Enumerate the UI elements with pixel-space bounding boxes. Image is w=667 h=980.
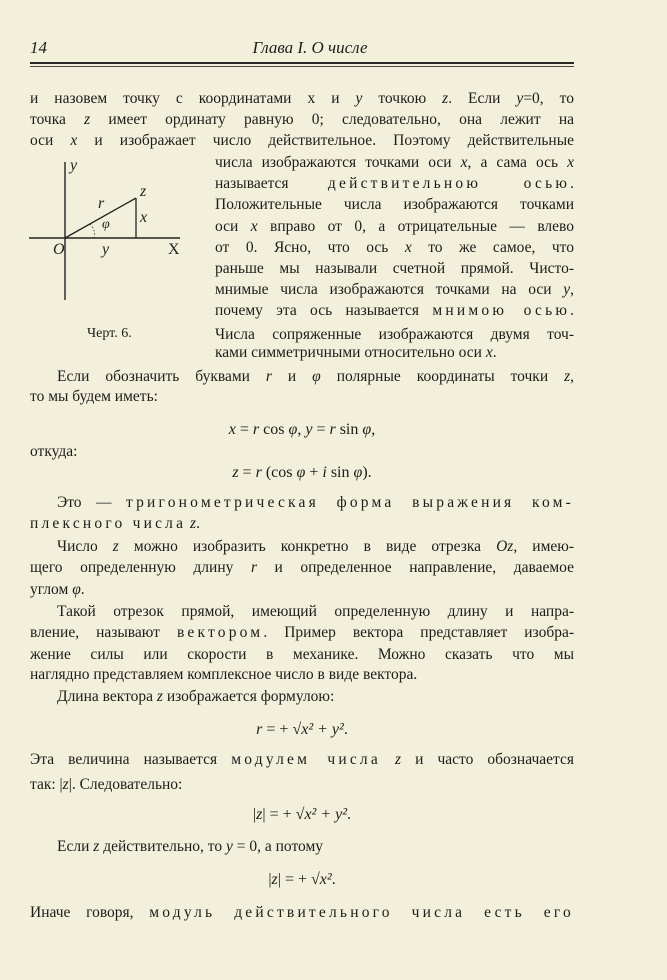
text-run: мнимые числа изображаются точками на оси: [215, 281, 564, 298]
text-run: .: [196, 515, 200, 532]
math-symbol: r: [255, 464, 262, 481]
text-run: sin: [326, 464, 354, 481]
text-run: оси: [30, 132, 71, 149]
text-run: ,: [570, 368, 574, 385]
text-run: ками симметричными относительно оси: [215, 344, 486, 361]
math-symbol: r: [250, 559, 257, 576]
math-symbol: y: [563, 281, 571, 298]
label-phi: φ: [102, 217, 110, 232]
text-run: . Если: [448, 90, 517, 107]
spaced-emphasis: модулем числа: [231, 751, 381, 768]
math-symbol: z: [442, 90, 449, 107]
math-symbol: φ: [353, 464, 363, 481]
spaced-emphasis: модуль действительного числа есть его: [149, 904, 574, 921]
figure-complex-plane: [20, 150, 200, 310]
text-run: ,: [570, 281, 574, 298]
text-line: [215, 174, 574, 194]
text-line: [215, 238, 574, 258]
text-run: наглядно представляем комплексное число в виде вектора.: [30, 666, 418, 683]
math-symbol: z: [271, 871, 278, 888]
text-line: [57, 493, 574, 513]
math-symbol: φ: [362, 421, 372, 438]
text-run: | = + √: [262, 806, 305, 823]
text-run: .: [347, 806, 352, 823]
formula-line: [0, 420, 604, 440]
math-symbol: φ: [296, 464, 306, 481]
text-line: [57, 687, 574, 707]
math-symbol: r: [252, 421, 260, 438]
math-symbol: x: [70, 132, 78, 149]
math-symbol: y: [516, 90, 524, 107]
text-run: | = + √: [277, 871, 320, 888]
text-run: так: |: [30, 776, 63, 793]
label-x-axis: X: [168, 241, 180, 258]
text-run: = + √: [262, 721, 302, 738]
text-line: [30, 623, 574, 643]
text-run: действительно, то: [99, 838, 226, 855]
formula-line: [0, 870, 604, 890]
text-line: [215, 153, 574, 173]
math-symbol: z: [256, 806, 263, 823]
text-line: [57, 837, 574, 857]
math-symbol: z: [395, 751, 402, 768]
label-y-segment: y: [102, 241, 110, 258]
text-run: числа изображаются точками оси: [215, 154, 461, 171]
header-rule-thin: [30, 66, 574, 67]
formula-line: [0, 805, 604, 825]
math-symbol: z: [190, 515, 197, 532]
math-symbol: φ: [312, 368, 321, 385]
math-symbol: y: [305, 421, 313, 438]
math-symbol: z: [112, 538, 119, 555]
math-symbol: x² + y²: [301, 721, 344, 738]
text-run: cos: [259, 421, 289, 438]
text-run: от 0. Ясно, что ось: [215, 239, 405, 256]
math-symbol: x: [250, 218, 258, 235]
text-run: Иначе говоря,: [30, 904, 150, 921]
text-run: Если обозначить буквами: [57, 368, 266, 385]
text-run: вление, называют: [30, 624, 177, 641]
text-run: ).: [362, 464, 372, 481]
math-symbol: x: [567, 154, 574, 171]
math-symbol: z: [564, 368, 571, 385]
text-run: щего определенную длину: [30, 559, 251, 576]
text-run: =: [235, 421, 253, 438]
text-run: то же самое, что: [411, 239, 574, 256]
math-symbol: r: [265, 368, 272, 385]
text-run: вправо от 0, а отрицательные — влево: [257, 218, 574, 235]
text-run: и: [315, 90, 356, 107]
text-line: [30, 665, 574, 685]
page-number: 14: [30, 38, 47, 57]
text-run: = 0, а потому: [232, 838, 324, 855]
text-run: ,: [371, 421, 376, 438]
text-line: [30, 775, 574, 795]
text-run: =0, то: [523, 90, 574, 107]
text-line: [57, 367, 574, 387]
math-symbol: r: [329, 421, 336, 438]
math-symbol: φ: [288, 421, 298, 438]
text-run: .: [570, 175, 574, 192]
text-run: то мы будем иметь:: [30, 388, 158, 405]
math-symbol: z: [84, 111, 91, 128]
text-line: [215, 217, 574, 237]
text-run: имеет ординату равную 0; следовательно, она лежит на: [90, 111, 574, 128]
text-run: изображается формулою:: [162, 688, 335, 705]
text-run: , а сама ось: [467, 154, 568, 171]
label-z: z: [140, 183, 147, 200]
text-run: Если: [57, 838, 94, 855]
text-run: Длина вектора: [57, 688, 157, 705]
text-run: жение силы или скорости в механике. Можно сказать что мы: [30, 646, 574, 663]
text-run: (cos: [261, 464, 297, 481]
text-run: и часто обозначается: [401, 751, 574, 768]
text-run: откуда:: [30, 443, 78, 460]
math-symbol: z: [62, 776, 69, 793]
text-run: , имею-: [513, 538, 574, 555]
math-symbol: r: [256, 721, 263, 738]
text-run: .: [80, 581, 85, 598]
text-run: .: [570, 302, 574, 319]
label-x-segment: x: [140, 209, 148, 226]
text-run: точка: [30, 111, 85, 128]
math-symbol: x² + y²: [304, 806, 348, 823]
text-run: |: [252, 806, 257, 823]
text-line: [30, 514, 574, 534]
text-run: |: [268, 871, 272, 888]
formula-line: [0, 463, 604, 483]
math-symbol: x: [460, 154, 468, 171]
text-run: +: [305, 464, 323, 481]
text-run: ,: [297, 421, 306, 438]
label-r: r: [98, 195, 105, 212]
spaced-emphasis: мнимою осью: [432, 302, 571, 319]
text-run: и определенное направление, даваемое: [256, 559, 574, 576]
text-run: . Пример вектора представляет изобра-: [263, 624, 574, 641]
text-line: [30, 387, 574, 407]
math-symbol: x: [485, 344, 493, 361]
text-run: sin: [335, 421, 363, 438]
math-symbol: x²: [319, 871, 332, 888]
text-run: оси: [215, 218, 251, 235]
text-line: [215, 259, 574, 279]
math-symbol: x: [228, 421, 236, 438]
text-line: [30, 558, 574, 578]
text-line: [57, 537, 574, 557]
text-run: .: [492, 344, 497, 361]
text-line: [30, 903, 574, 923]
text-run: x: [307, 90, 316, 107]
text-line: [215, 325, 574, 345]
math-symbol: x: [404, 239, 412, 256]
text-run: и назовем точку с координатами: [30, 90, 308, 107]
math-symbol: φ: [72, 581, 81, 598]
text-line: [30, 580, 574, 600]
text-line: [215, 280, 574, 300]
text-run: .: [331, 871, 336, 888]
text-run: и изображает число действительное. Поэтому действительные: [77, 132, 574, 149]
math-symbol: z: [232, 464, 239, 481]
text-run: можно изобразить конкретно в виде отрезка: [118, 538, 497, 555]
text-line: [30, 442, 574, 462]
text-run: Это —: [57, 494, 126, 511]
label-origin: O: [53, 241, 65, 258]
text-line: [215, 301, 574, 321]
text-run: =: [238, 464, 256, 481]
text-line: [57, 602, 574, 622]
text-line: [30, 131, 574, 151]
text-run: Положительные числа изображаются точками: [215, 196, 574, 213]
text-run: почему эта ось называется: [215, 302, 433, 319]
text-line: [30, 89, 574, 109]
math-symbol: z: [93, 838, 100, 855]
math-symbol: Oz: [496, 538, 514, 555]
text-run: Такой отрезок прямой, имеющий определенную длину и напра-: [57, 603, 574, 620]
text-run: Эта величина называется: [30, 751, 232, 768]
text-run: .: [343, 721, 348, 738]
text-line: [30, 110, 574, 130]
text-line: [30, 750, 574, 770]
text-run: точкою: [362, 90, 443, 107]
running-header-title: Глава I. О числе: [252, 38, 368, 57]
text-run: [381, 751, 395, 768]
text-line: [215, 343, 574, 363]
header-rule: [30, 62, 574, 64]
angle-arc: [90, 224, 95, 238]
text-run: Число: [57, 538, 113, 555]
text-run: |. Следовательно:: [68, 776, 183, 793]
text-run: углом: [30, 581, 73, 598]
math-symbol: y: [225, 838, 233, 855]
spaced-emphasis: действительною осью: [327, 175, 571, 192]
figure-caption: Черт. 6.: [87, 326, 132, 341]
label-y-axis: y: [70, 157, 78, 174]
text-run: раньше мы называли счетной прямой. Чисто-: [215, 260, 574, 277]
formula-line: [0, 720, 604, 740]
text-run: полярные координаты точки: [320, 368, 565, 385]
text-run: и: [271, 368, 313, 385]
spaced-emphasis: тригонометрическая форма выражения ком-: [125, 494, 574, 511]
spaced-emphasis: вектором: [176, 624, 264, 641]
math-symbol: i: [322, 464, 327, 481]
math-symbol: y: [355, 90, 363, 107]
text-line: [30, 645, 574, 665]
text-run: называется: [215, 175, 328, 192]
text-line: [215, 195, 574, 215]
text-run: =: [312, 421, 330, 438]
text-run: Числа сопряженные изображаются двумя точ-: [215, 326, 574, 343]
spaced-emphasis: плексного числа: [30, 515, 187, 532]
math-symbol: z: [156, 688, 163, 705]
